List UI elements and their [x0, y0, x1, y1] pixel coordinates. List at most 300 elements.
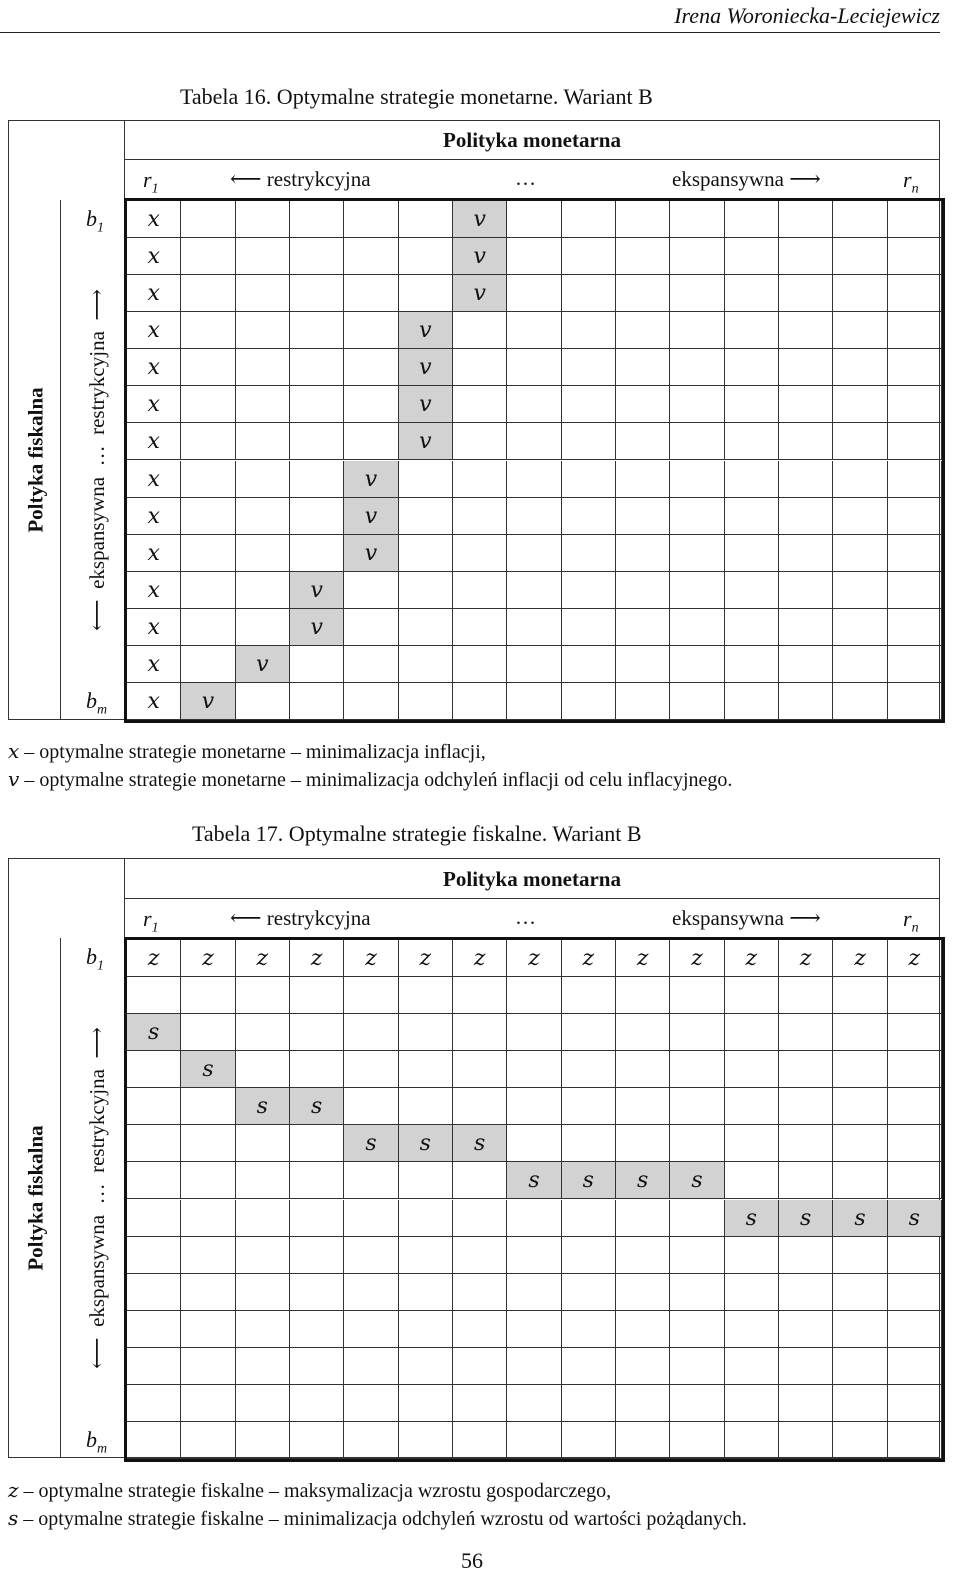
grid-cell [725, 238, 779, 275]
cell-x-strategy: x [127, 423, 181, 460]
grid-cell [888, 349, 942, 386]
grid-cell [507, 423, 561, 460]
grid-cell [453, 1051, 507, 1088]
grid-cell [236, 275, 290, 312]
grid-cell [290, 646, 344, 683]
grid-cell [236, 349, 290, 386]
cell-v-strategy: v [290, 572, 344, 609]
grid-cell [453, 1385, 507, 1422]
cell-s-strategy: s [888, 1200, 942, 1237]
grid-cell [127, 1200, 181, 1237]
t17-r1-label: $r_1$ [143, 906, 159, 936]
grid-cell [236, 1237, 290, 1274]
grid-cell [833, 275, 887, 312]
grid-cell [127, 1088, 181, 1125]
grid-cell [562, 977, 616, 1014]
t16-top-line [8, 120, 940, 121]
grid-cell [616, 646, 670, 683]
grid-cell [779, 977, 833, 1014]
grid-cell [725, 1014, 779, 1051]
grid-cell [344, 646, 398, 683]
grid-cell [181, 977, 235, 1014]
grid-cell [888, 1088, 942, 1125]
grid-cell [888, 275, 942, 312]
grid-cell [725, 312, 779, 349]
grid-cell [344, 1162, 398, 1199]
grid-cell [181, 1014, 235, 1051]
grid-cell [399, 1237, 453, 1274]
grid-cell [344, 1051, 398, 1088]
grid-cell [399, 1088, 453, 1125]
grid-cell [453, 1274, 507, 1311]
grid-cell [562, 275, 616, 312]
grid-cell [236, 1348, 290, 1385]
grid-cell [616, 535, 670, 572]
grid-cell [779, 201, 833, 238]
grid-cell [616, 572, 670, 609]
grid-cell [670, 238, 724, 275]
grid-cell [779, 1385, 833, 1422]
grid-cell [344, 201, 398, 238]
grid-cell [127, 1348, 181, 1385]
t16-left-line [8, 120, 9, 720]
grid-cell [399, 1162, 453, 1199]
grid-cell [562, 1348, 616, 1385]
grid-cell [290, 1051, 344, 1088]
grid-cell [616, 1125, 670, 1162]
grid-cell [344, 683, 398, 720]
grid-cell [779, 238, 833, 275]
cell-z-strategy: z [399, 940, 453, 977]
grid-cell [562, 609, 616, 646]
cell-v-strategy: v [290, 609, 344, 646]
grid-cell [888, 977, 942, 1014]
grid-cell [127, 1237, 181, 1274]
grid-cell [290, 423, 344, 460]
grid-cell [399, 1014, 453, 1051]
grid-cell [779, 386, 833, 423]
grid-cell [562, 1200, 616, 1237]
grid-cell [833, 386, 887, 423]
cell-x-strategy: x [127, 683, 181, 720]
cell-x-strategy: x [127, 275, 181, 312]
grid-cell [888, 386, 942, 423]
grid-cell [181, 423, 235, 460]
grid-cell [779, 1162, 833, 1199]
grid-cell [833, 1051, 887, 1088]
grid-cell [290, 461, 344, 498]
cell-v-strategy: v [236, 646, 290, 683]
grid-cell [562, 386, 616, 423]
t16-strategy-grid [124, 198, 945, 723]
grid-cell [181, 386, 235, 423]
t16-legend-x: x – optymalne strategie monetarne – minimalizacja inflacji, [8, 739, 486, 763]
grid-cell [779, 683, 833, 720]
grid-cell [127, 1311, 181, 1348]
grid-cell [127, 1162, 181, 1199]
grid-cell [290, 201, 344, 238]
grid-cell [833, 423, 887, 460]
t17-restr-label: ⟵ restrykcyjna [230, 905, 371, 930]
grid-cell [181, 1311, 235, 1348]
grid-cell [670, 1311, 724, 1348]
grid-cell [181, 1088, 235, 1125]
grid-cell [779, 1014, 833, 1051]
grid-cell [127, 1274, 181, 1311]
grid-cell [236, 1014, 290, 1051]
grid-cell [236, 498, 290, 535]
t17-bm-label: $b_m$ [86, 1427, 108, 1457]
grid-cell [833, 1348, 887, 1385]
grid-cell [236, 1051, 290, 1088]
grid-cell [833, 498, 887, 535]
grid-cell [616, 683, 670, 720]
grid-cell [290, 275, 344, 312]
cell-s-strategy: s [127, 1014, 181, 1051]
grid-cell [236, 535, 290, 572]
grid-cell [888, 498, 942, 535]
grid-cell [670, 683, 724, 720]
grid-cell [344, 1014, 398, 1051]
grid-cell [290, 386, 344, 423]
grid-cell [562, 349, 616, 386]
grid-cell [236, 386, 290, 423]
cell-s-strategy: s [453, 1125, 507, 1162]
grid-cell [236, 977, 290, 1014]
grid-cell [779, 349, 833, 386]
grid-cell [779, 646, 833, 683]
grid-cell [888, 1051, 942, 1088]
grid-cell [399, 1422, 453, 1459]
t17-strategy-grid [124, 937, 945, 1462]
grid-cell [833, 535, 887, 572]
grid-cell [181, 275, 235, 312]
grid-cell [725, 977, 779, 1014]
grid-cell [670, 646, 724, 683]
cell-v-strategy: v [344, 498, 398, 535]
grid-cell [725, 1385, 779, 1422]
grid-cell [290, 1348, 344, 1385]
grid-cell [453, 1162, 507, 1199]
grid-cell [507, 535, 561, 572]
cell-x-strategy: x [127, 386, 181, 423]
cell-z-strategy: z [127, 940, 181, 977]
grid-cell [670, 535, 724, 572]
grid-cell [779, 1311, 833, 1348]
grid-cell [507, 201, 561, 238]
grid-cell [236, 1274, 290, 1311]
grid-cell [670, 498, 724, 535]
grid-cell [888, 1274, 942, 1311]
t16-fiscal-axis-direction: ⟵ ekspansywna … restrykcyjna ⟶ [84, 289, 109, 631]
running-header [0, 0, 940, 33]
grid-cell [507, 572, 561, 609]
grid-cell [507, 1200, 561, 1237]
t16-eks-label: ekspansywna ⟶ [672, 166, 821, 191]
grid-cell [507, 312, 561, 349]
t17-top-line [8, 858, 940, 859]
t17-rn-label: $r_n$ [903, 906, 919, 936]
cell-s-strategy: s [399, 1125, 453, 1162]
grid-cell [562, 535, 616, 572]
grid-cell [833, 1422, 887, 1459]
grid-cell [290, 1422, 344, 1459]
grid-cell [833, 1162, 887, 1199]
cell-x-strategy: x [127, 609, 181, 646]
cell-x-strategy: x [127, 312, 181, 349]
t17-header-split [124, 898, 940, 899]
grid-cell [725, 572, 779, 609]
grid-cell [453, 498, 507, 535]
cell-x-strategy: x [127, 498, 181, 535]
t17-eks-label: ekspansywna ⟶ [672, 905, 821, 930]
grid-cell [453, 349, 507, 386]
cell-s-strategy: s [181, 1051, 235, 1088]
grid-cell [399, 646, 453, 683]
grid-cell [236, 572, 290, 609]
grid-cell [236, 201, 290, 238]
grid-cell [399, 1348, 453, 1385]
t16-b1-label: $b_1$ [86, 206, 104, 236]
grid-cell [616, 423, 670, 460]
grid-cell [833, 201, 887, 238]
grid-cell [888, 1311, 942, 1348]
grid-cell [507, 386, 561, 423]
grid-cell [399, 977, 453, 1014]
grid-cell [616, 1088, 670, 1125]
grid-cell [888, 683, 942, 720]
grid-cell [833, 1125, 887, 1162]
grid-cell [725, 609, 779, 646]
grid-cell [670, 1051, 724, 1088]
cell-z-strategy: z [833, 940, 887, 977]
grid-cell [562, 1385, 616, 1422]
cell-z-strategy: z [236, 940, 290, 977]
grid-cell [562, 1274, 616, 1311]
grid-cell [507, 349, 561, 386]
grid-cell [344, 1422, 398, 1459]
grid-cell [399, 1051, 453, 1088]
grid-cell [344, 1348, 398, 1385]
t16-rn-label: $r_n$ [903, 167, 919, 197]
grid-cell [616, 386, 670, 423]
grid-cell [181, 1237, 235, 1274]
grid-cell [725, 535, 779, 572]
grid-cell [507, 1311, 561, 1348]
t17-axis-divider [60, 938, 61, 1458]
t16-header-divider [124, 120, 125, 200]
grid-cell [670, 609, 724, 646]
grid-cell [507, 498, 561, 535]
grid-cell [344, 572, 398, 609]
grid-cell [453, 646, 507, 683]
t16-ellipsis: … [515, 166, 536, 190]
grid-cell [888, 1385, 942, 1422]
grid-cell [779, 1274, 833, 1311]
grid-cell [670, 1014, 724, 1051]
grid-cell [453, 312, 507, 349]
page-number: 56 [461, 1548, 483, 1573]
grid-cell [562, 423, 616, 460]
grid-cell [616, 1200, 670, 1237]
grid-cell [779, 1237, 833, 1274]
grid-cell [888, 572, 942, 609]
grid-cell [453, 683, 507, 720]
grid-cell [725, 1274, 779, 1311]
grid-cell [670, 461, 724, 498]
grid-cell [344, 238, 398, 275]
grid-cell [670, 386, 724, 423]
grid-cell [453, 386, 507, 423]
grid-cell [725, 1237, 779, 1274]
grid-cell [833, 1311, 887, 1348]
grid-cell [236, 1385, 290, 1422]
t17-legend-s: s – optymalne strategie fiskalne – minimalizacja odchyleń wzrostu od wartości pożądanych. [8, 1506, 747, 1530]
grid-cell [236, 1125, 290, 1162]
grid-cell [779, 312, 833, 349]
grid-cell [833, 1014, 887, 1051]
grid-cell [507, 1125, 561, 1162]
cell-s-strategy: s [507, 1162, 561, 1199]
grid-cell [616, 1237, 670, 1274]
grid-cell [507, 1385, 561, 1422]
grid-cell [344, 1237, 398, 1274]
cell-z-strategy: z [779, 940, 833, 977]
cell-s-strategy: s [670, 1162, 724, 1199]
grid-cell [670, 1385, 724, 1422]
grid-cell [670, 1274, 724, 1311]
grid-cell [181, 1125, 235, 1162]
grid-cell [562, 461, 616, 498]
grid-cell [888, 238, 942, 275]
grid-cell [616, 461, 670, 498]
grid-cell [181, 1422, 235, 1459]
t16-axis-divider [60, 200, 61, 720]
cell-s-strategy: s [344, 1125, 398, 1162]
grid-cell [888, 1014, 942, 1051]
grid-cell [181, 461, 235, 498]
grid-cell [888, 1125, 942, 1162]
cell-v-strategy: v [453, 201, 507, 238]
grid-cell [181, 498, 235, 535]
cell-v-strategy: v [453, 275, 507, 312]
grid-cell [888, 609, 942, 646]
grid-cell [236, 1311, 290, 1348]
cell-v-strategy: v [399, 349, 453, 386]
grid-cell [670, 1237, 724, 1274]
grid-cell [290, 1237, 344, 1274]
grid-cell [779, 572, 833, 609]
grid-cell [344, 312, 398, 349]
grid-cell [181, 312, 235, 349]
t16-fiscal-axis-title: Poltyka fiskalna [23, 387, 48, 533]
grid-cell [290, 535, 344, 572]
grid-cell [181, 1385, 235, 1422]
grid-cell [616, 275, 670, 312]
grid-cell [453, 461, 507, 498]
grid-cell [779, 1051, 833, 1088]
grid-cell [616, 349, 670, 386]
grid-cell [507, 238, 561, 275]
grid-cell [507, 1088, 561, 1125]
grid-cell [725, 423, 779, 460]
grid-cell [888, 1162, 942, 1199]
grid-cell [562, 1311, 616, 1348]
grid-cell [127, 977, 181, 1014]
grid-cell [616, 1348, 670, 1385]
grid-cell [670, 1422, 724, 1459]
grid-cell [616, 238, 670, 275]
t17-policy-header: Polityka monetarna [443, 867, 621, 891]
grid-cell [616, 1051, 670, 1088]
grid-cell [344, 1311, 398, 1348]
grid-cell [562, 498, 616, 535]
grid-cell [725, 1162, 779, 1199]
grid-cell [670, 275, 724, 312]
grid-cell [236, 238, 290, 275]
grid-cell [888, 535, 942, 572]
grid-cell [453, 1422, 507, 1459]
grid-cell [616, 1311, 670, 1348]
grid-cell [779, 1088, 833, 1125]
cell-v-strategy: v [399, 423, 453, 460]
grid-cell [670, 572, 724, 609]
grid-cell [236, 1162, 290, 1199]
grid-cell [507, 1274, 561, 1311]
cell-z-strategy: z [290, 940, 344, 977]
grid-cell [236, 1200, 290, 1237]
cell-z-strategy: z [725, 940, 779, 977]
cell-s-strategy: s [236, 1088, 290, 1125]
grid-cell [670, 423, 724, 460]
t17-legend-z: z – optymalne strategie fiskalne – maksymalizacja wzrostu gospodarczego, [8, 1478, 612, 1502]
grid-cell [833, 312, 887, 349]
grid-cell [616, 1274, 670, 1311]
grid-cell [725, 1088, 779, 1125]
grid-cell [507, 1422, 561, 1459]
grid-cell [399, 1200, 453, 1237]
grid-cell [779, 461, 833, 498]
grid-cell [290, 1125, 344, 1162]
grid-cell [888, 1348, 942, 1385]
grid-cell [399, 1274, 453, 1311]
grid-cell [181, 646, 235, 683]
cell-v-strategy: v [344, 535, 398, 572]
grid-cell [833, 1088, 887, 1125]
grid-cell [779, 498, 833, 535]
grid-cell [725, 386, 779, 423]
cell-v-strategy: v [344, 461, 398, 498]
grid-cell [670, 1200, 724, 1237]
grid-cell [344, 977, 398, 1014]
grid-cell [725, 498, 779, 535]
t16-policy-header: Polityka monetarna [443, 128, 621, 152]
grid-cell [181, 238, 235, 275]
grid-cell [833, 238, 887, 275]
grid-cell [344, 1088, 398, 1125]
grid-cell [833, 1385, 887, 1422]
grid-cell [181, 201, 235, 238]
grid-cell [399, 535, 453, 572]
grid-cell [236, 1422, 290, 1459]
grid-cell [888, 461, 942, 498]
grid-cell [616, 201, 670, 238]
grid-cell [181, 1348, 235, 1385]
grid-cell [779, 609, 833, 646]
cell-x-strategy: x [127, 349, 181, 386]
grid-cell [236, 423, 290, 460]
cell-x-strategy: x [127, 201, 181, 238]
